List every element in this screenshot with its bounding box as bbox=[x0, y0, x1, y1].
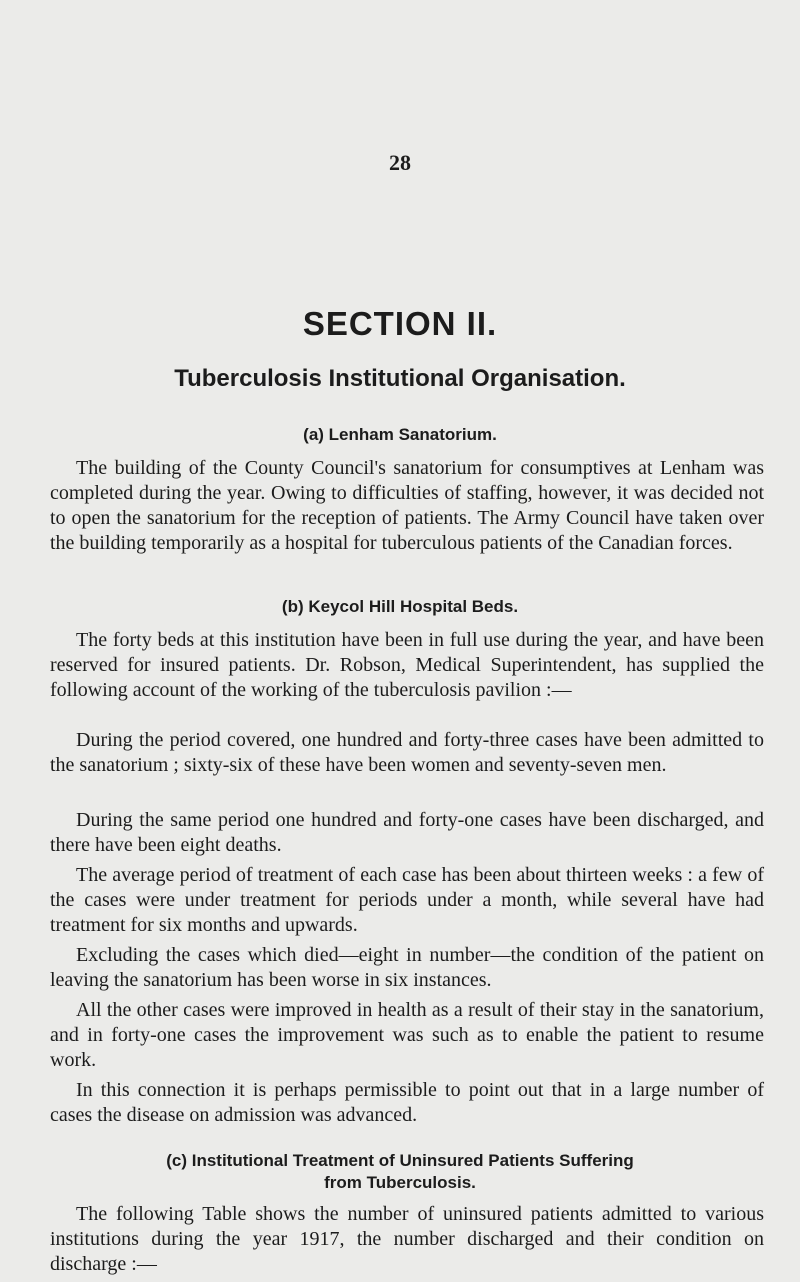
paragraph-discharges: During the same period one hundred and forty-one cases have been discharged, and there have been eight deaths. bbox=[50, 809, 764, 856]
page-number: 28 bbox=[389, 150, 411, 175]
paragraph-lenham: The building of the County Council's sanatorium for consumptives at Lenham was completed during the year. Owing to difficulties of staffing, however, it was decided not to open the sanatorium for the reception of patients. The Army Council have taken over the building temporarily as a hospital for tuberculous patients of the Canadian forces. bbox=[50, 457, 764, 554]
paragraph-admissions: During the period covered, one hundred and forty-three cases have been admitted to the sanatorium ; sixty-six of these have been women and seventy-seven men. bbox=[50, 729, 764, 776]
subsection-a-heading: (a) Lenham Sanatorium. bbox=[303, 425, 497, 444]
paragraph-condition: Excluding the cases which died—eight in number—the condition of the patient on leaving the sanatorium has been worse in six instances. bbox=[50, 944, 764, 991]
subsection-c-heading-line1: (c) Institutional Treatment of Uninsured Patients Suffering bbox=[166, 1151, 634, 1170]
paragraph-table-intro: The following Table shows the number of uninsured patients admitted to various institutions during the year 1917, the number discharged and their condition on discharge :— bbox=[50, 1203, 764, 1275]
paragraph-keycol-intro: The forty beds at this institution have been in full use during the year, and have been reserved for insured patients. Dr. Robson, Medical Superintendent, has supplied the following account of the working of the tuberculosis pavilion :— bbox=[50, 629, 764, 701]
section-heading: SECTION II. bbox=[302, 305, 498, 342]
paragraph-improved: All the other cases were improved in health as a result of their stay in the sanatorium, and in forty-one cases the improvement was such as to enable the patient to resume work. bbox=[50, 999, 764, 1071]
subsection-c-heading bbox=[0, 1150, 800, 1194]
subsection-c-heading-line2: from Tuberculosis. bbox=[324, 1173, 476, 1192]
paragraph-advanced-disease: In this connection it is perhaps permissible to point out that in a large number of cases the disease on admission was advanced. bbox=[50, 1079, 764, 1126]
subsection-b-heading: (b) Keycol Hill Hospital Beds. bbox=[281, 597, 519, 616]
paragraph-treatment-period: The average period of treatment of each case has been about thirteen weeks : a few of the cases were under treatment for periods under a month, while several have had treatment for six months and upwards. bbox=[50, 864, 764, 936]
document-title: Tuberculosis Institutional Organisation. bbox=[174, 365, 626, 392]
